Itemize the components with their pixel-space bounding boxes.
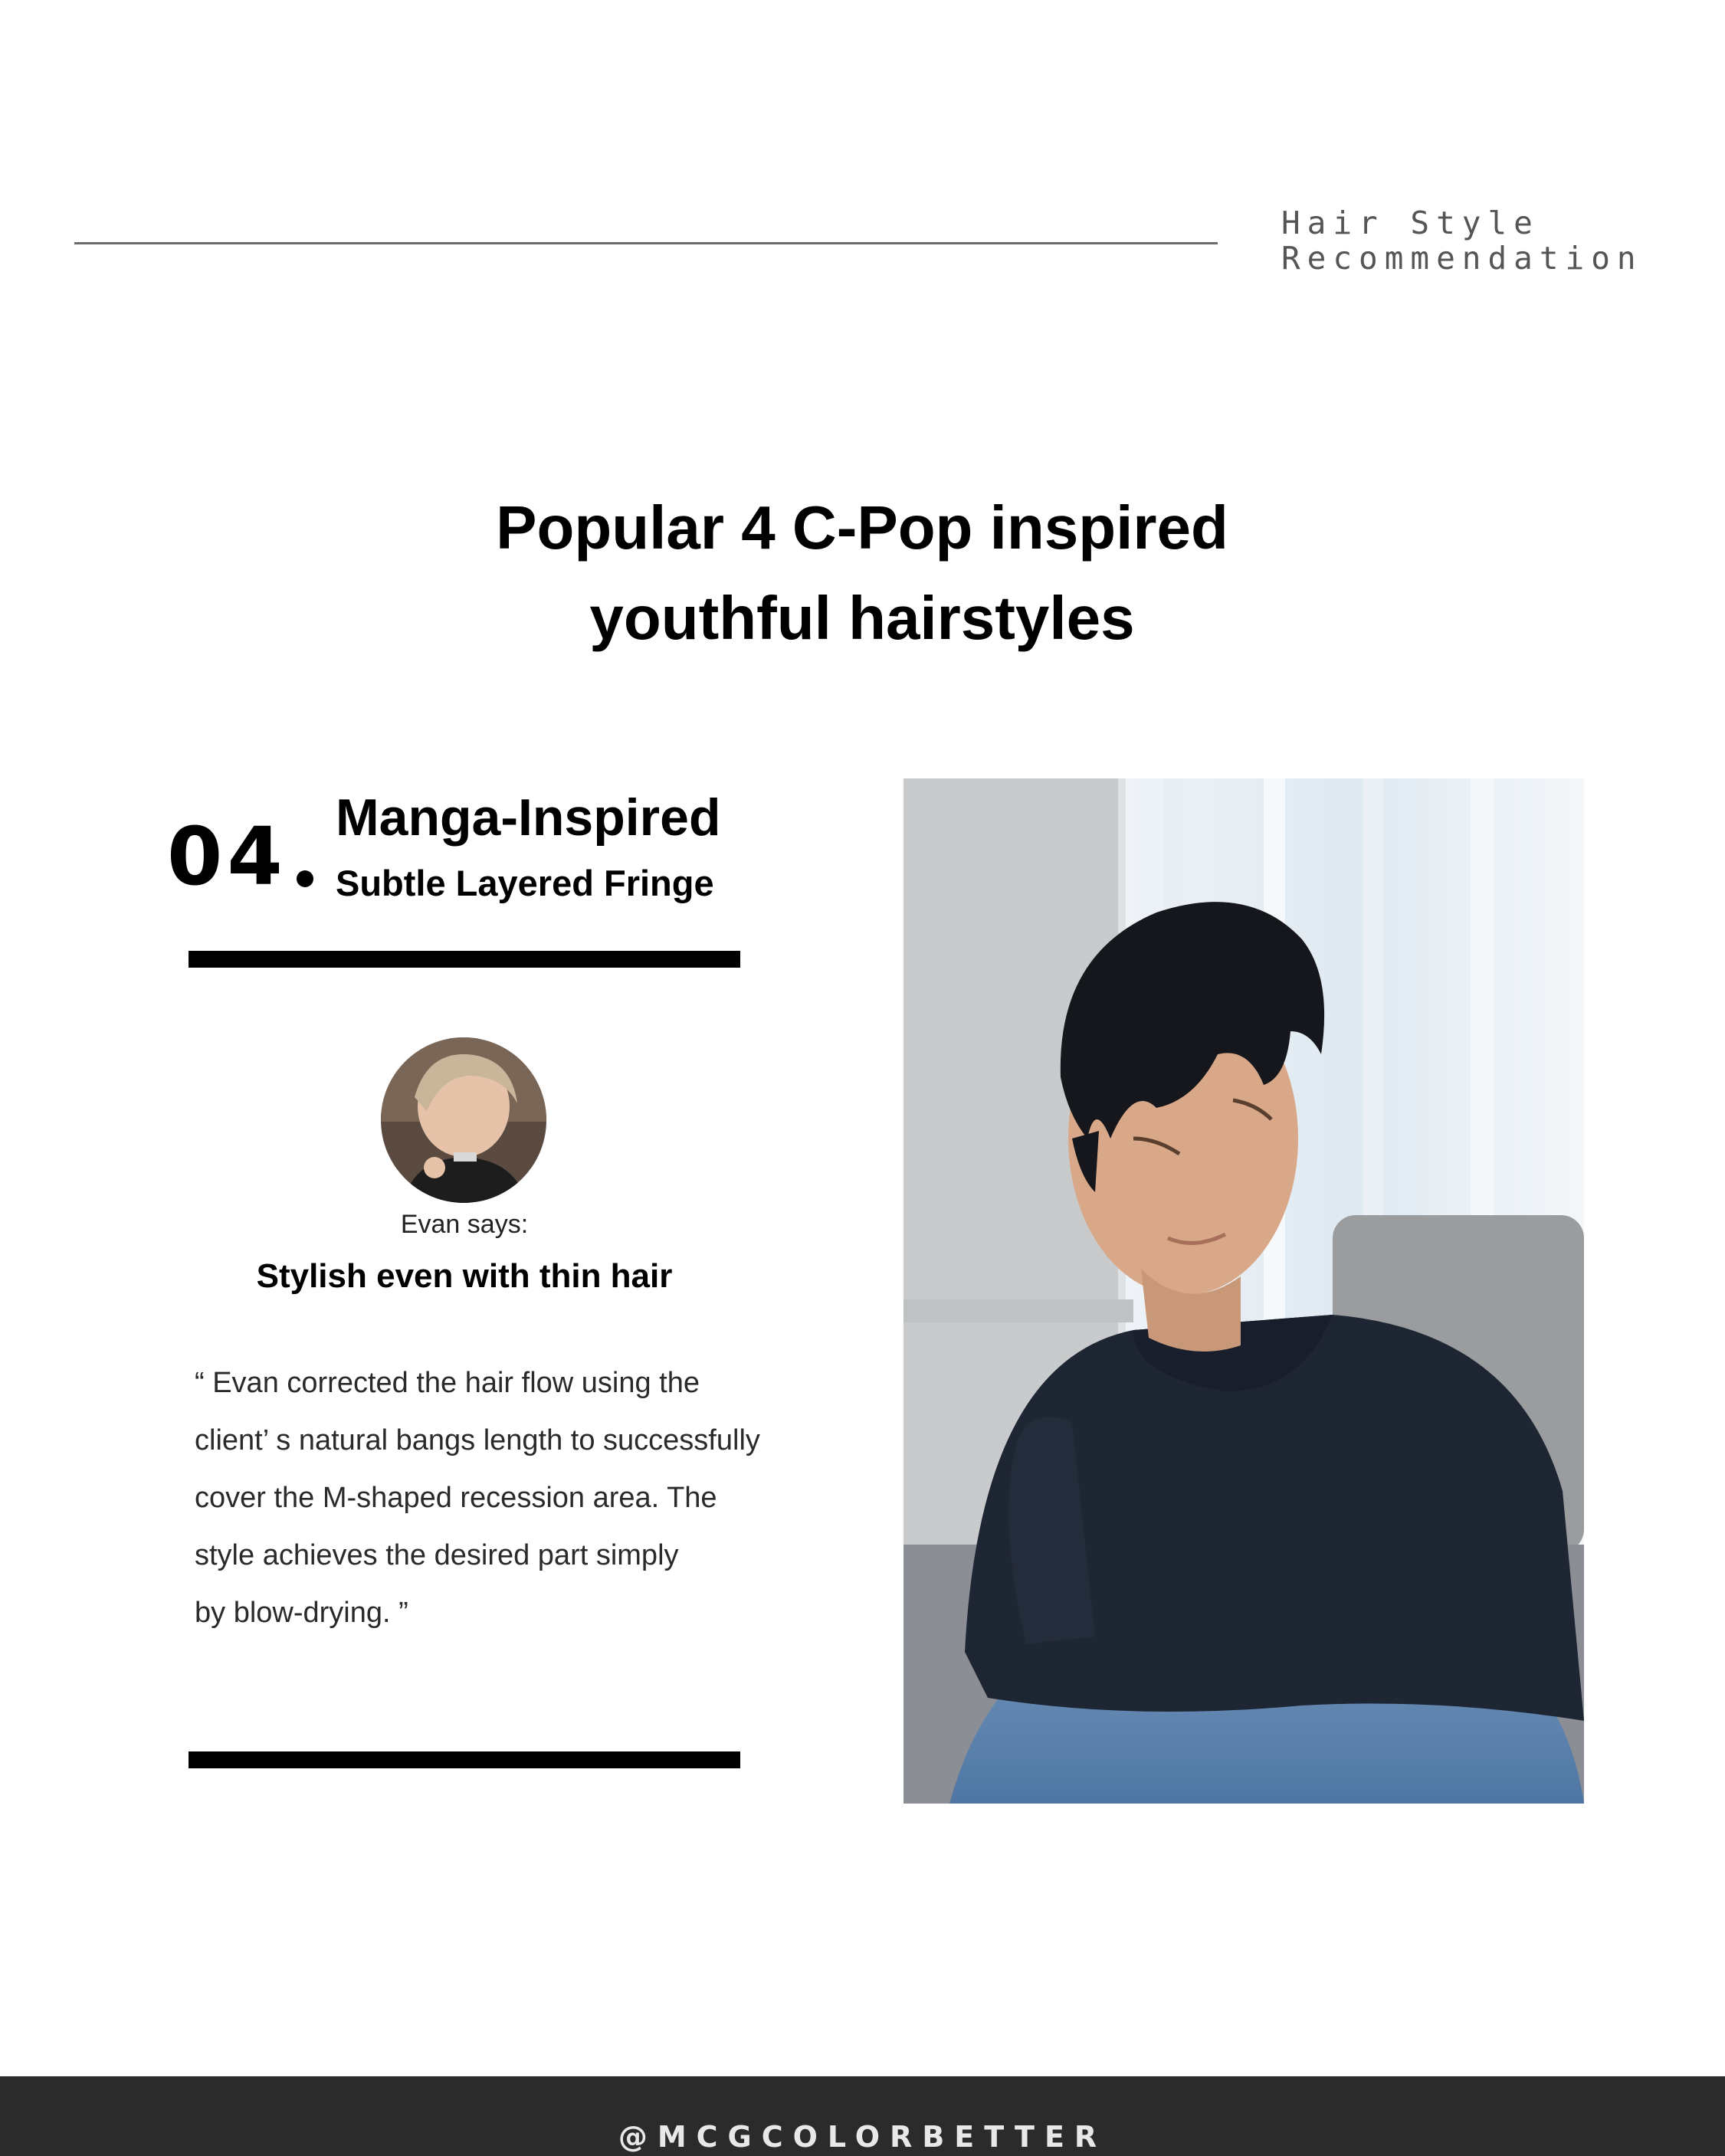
hairstyle-photo (903, 778, 1584, 1804)
item-title: Manga-Inspired (336, 788, 721, 847)
stylist-quote (195, 1355, 760, 1642)
section-tag-line-2: Recommendation (1281, 240, 1643, 277)
quote-line: cover the M-shaped recession area. The (195, 1482, 717, 1514)
hairstyle-photo-illustration (903, 778, 1584, 1804)
section-tag-line-1: Hair Style (1281, 205, 1540, 241)
quote-line: client’ s natural bangs length to successfully (195, 1424, 760, 1456)
item-number: 04 (167, 810, 287, 903)
footer-handle[interactable]: @MCGCOLORBETTER (618, 2120, 1107, 2154)
section-tag (1281, 205, 1643, 276)
quote-line: style achieves the desired part simply (195, 1539, 679, 1571)
stylist-says-label: Evan says: (400, 1210, 529, 1239)
headline-line-2: youthful hairstyles (589, 584, 1135, 652)
quote-line: by blow-drying. ” (195, 1597, 408, 1629)
header-rule (74, 242, 1218, 244)
stylist-avatar-illustration (381, 1037, 546, 1203)
item-number-dot (297, 870, 313, 887)
page-headline (291, 483, 1433, 664)
quote-line: “ Evan corrected the hair flow using the (195, 1367, 700, 1399)
divider-bar-top (189, 951, 740, 968)
stylist-quote-heading: Stylish even with thin hair (256, 1257, 673, 1295)
stylist-avatar (381, 1037, 546, 1203)
divider-bar-bottom (189, 1751, 740, 1768)
headline-line-1: Popular 4 C-Pop inspired (496, 493, 1228, 562)
item-subtitle: Subtle Layered Fringe (336, 863, 714, 903)
